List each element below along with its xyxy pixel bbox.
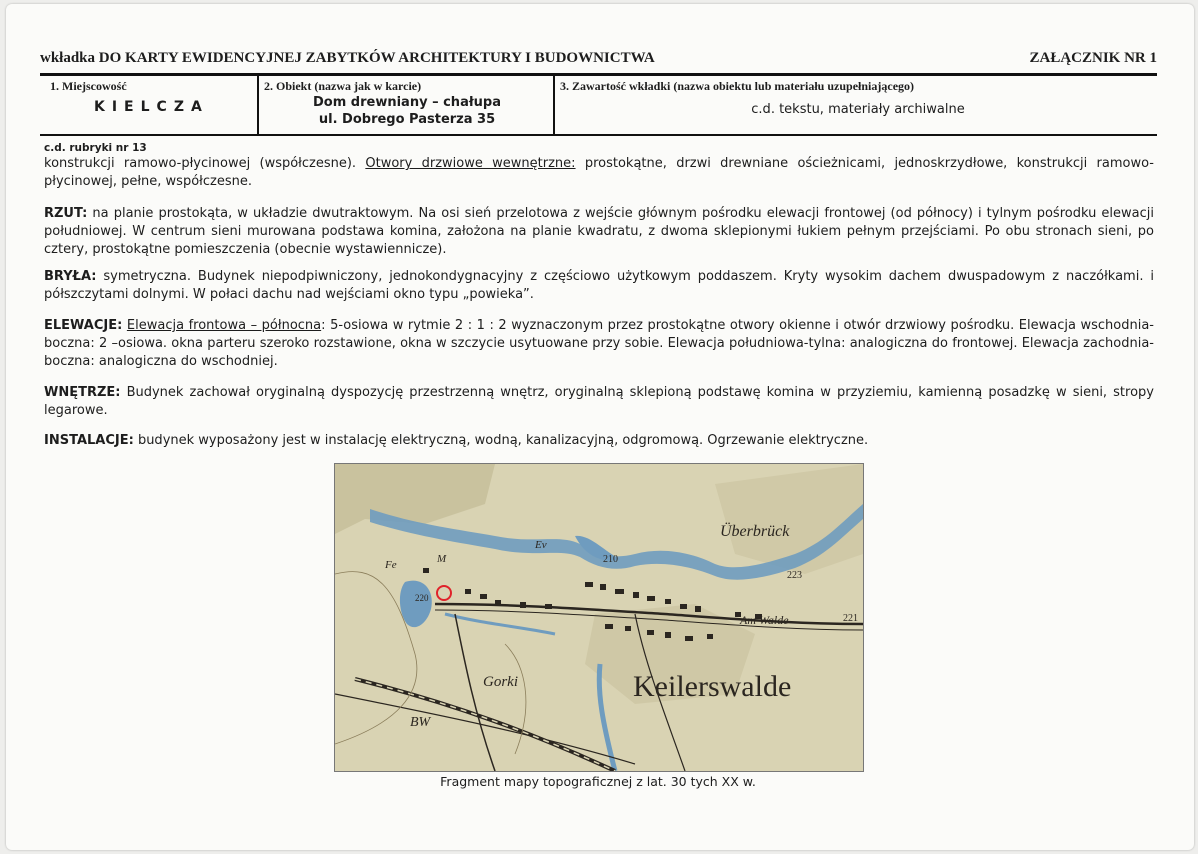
elewacje-text: : 5-osiowa w rytmie 2 : 1 : 2 wyznaczonym przez prostokątne otwory okienne i otwór drzwiowy pośrodku. Elewacja wschodnia-boczna: 2 –osiowa. okna parteru szeroko rozstawione, okna w szczycie usytuowane przy sobie. Elewacja południowa-tylna: analogiczna do frontowej. Elewacja zachodnia-boczna: analogiczna do wschodniej. (44, 318, 1154, 369)
paragraph-instalacje (44, 432, 1154, 450)
table-bottom-rule (40, 134, 1157, 136)
elevation-221: 221 (843, 613, 858, 624)
elewacje-label: ELEWACJE: (44, 318, 123, 333)
continuation-label: c.d. rubryki nr 13 (44, 142, 147, 154)
rzut-label: RZUT: (44, 206, 88, 221)
wnetrze-label: WNĘTRZE: (44, 385, 121, 400)
instalacje-text: budynek wyposażony jest w instalację elektryczną, wodną, kanalizacyjną, odgromową. Ogrzewanie elektryczne. (133, 433, 869, 448)
paragraph-elewacje (44, 317, 1154, 371)
document-header (40, 50, 1157, 66)
elewacje-front-heading: Elewacja frontowa – północna (126, 318, 322, 333)
elevation-223: 223 (787, 570, 802, 581)
instalacje-label: INSTALACJE: (44, 433, 134, 448)
place-label: 1. Miejscowość (50, 79, 127, 93)
paragraph-wnetrze (44, 384, 1154, 420)
paragraph-bryla (44, 268, 1154, 304)
label-bw: BW (410, 715, 431, 730)
paragraph-continuation (44, 155, 1154, 191)
place-value: KIELCZA (94, 99, 209, 115)
elevation-210: 210 (603, 554, 618, 565)
continuation-text-b: prostokątne, drzwi drewniane ościeżnicami, jednoskrzydłowe, konstrukcji ramowo-płycinowej, pełne, współczesne. (44, 156, 1154, 189)
content-value: c.d. tekstu, materiały archiwalne (751, 102, 965, 117)
object-address: ul. Dobrego Pasterza 35 (318, 112, 496, 127)
content-label: 3. Zawartość wkładki (nazwa obiektu lub materiału uzupełniającego) (560, 79, 915, 93)
label-fe: Fe (385, 559, 397, 571)
topographic-map (334, 463, 864, 772)
bryla-text: symetryczna. Budynek niepodpiwniczony, jednokondygnacyjny z częściowo użytkowym poddaszem. Kryty wysokim dachem dwuspadowym z naczółkami. i półszczytami dolnymi. W połaci dachu nad wejściami okno typu „powieka”. (44, 269, 1154, 302)
annex-number: ZAŁĄCZNIK NR 1 (1029, 50, 1157, 66)
doors-heading: Otwory drzwiowe wewnętrzne: (365, 156, 576, 171)
wnetrze-text: Budynek zachował oryginalną dyspozycję przestrzenną wnętrz, oryginalną sklepioną podstawę komina w przyziemiu, kamienną posadzkę w sieni, stropy legarowe. (44, 385, 1154, 418)
cell-divider (553, 76, 555, 134)
header-rule (40, 73, 1157, 76)
continuation-text-a: konstrukcji ramowo-płycinowej (współczesne). (44, 156, 366, 171)
bryla-label: BRYŁA: (44, 269, 97, 284)
object-label: 2. Obiekt (nazwa jak w karcie) (264, 79, 422, 93)
object-name: Dom drewniany – chałupa (313, 95, 501, 110)
paragraph-rzut (44, 205, 1154, 259)
label-m: M (437, 553, 447, 565)
label-keilerswalde: Keilerswalde (633, 670, 792, 703)
label-gorki: Gorki (483, 674, 518, 690)
label-ev: Ev (535, 539, 547, 551)
map-drawing (335, 464, 863, 771)
label-am-walde: Am Walde (740, 613, 789, 627)
map-caption: Fragment mapy topograficznej z lat. 30 tych XX w. (440, 774, 756, 789)
elevation-220: 220 (415, 593, 429, 603)
label-uberbruck: Überbrück (720, 523, 790, 540)
rzut-text: na planie prostokąta, w układzie dwutraktowym. Na osi sień przelotowa z wejście głównym pośrodku elewacji frontowej (od północy) i tylnym pośrodku elewacji południowej. W centrum sieni murowana podstawa komina, założona na planie kwadratu, z dwoma sklepionymi łukiem pełnym przejściami. Po obu stronach sieni, po cztery, prostokątne pomieszczenia (obecnie wystawiennicze). (44, 206, 1154, 257)
document-title: wkładka DO KARTY EWIDENCYJNEJ ZABYTKÓW ARCHITEKTURY I BUDOWNICTWA (40, 50, 655, 66)
cell-divider (257, 76, 259, 134)
